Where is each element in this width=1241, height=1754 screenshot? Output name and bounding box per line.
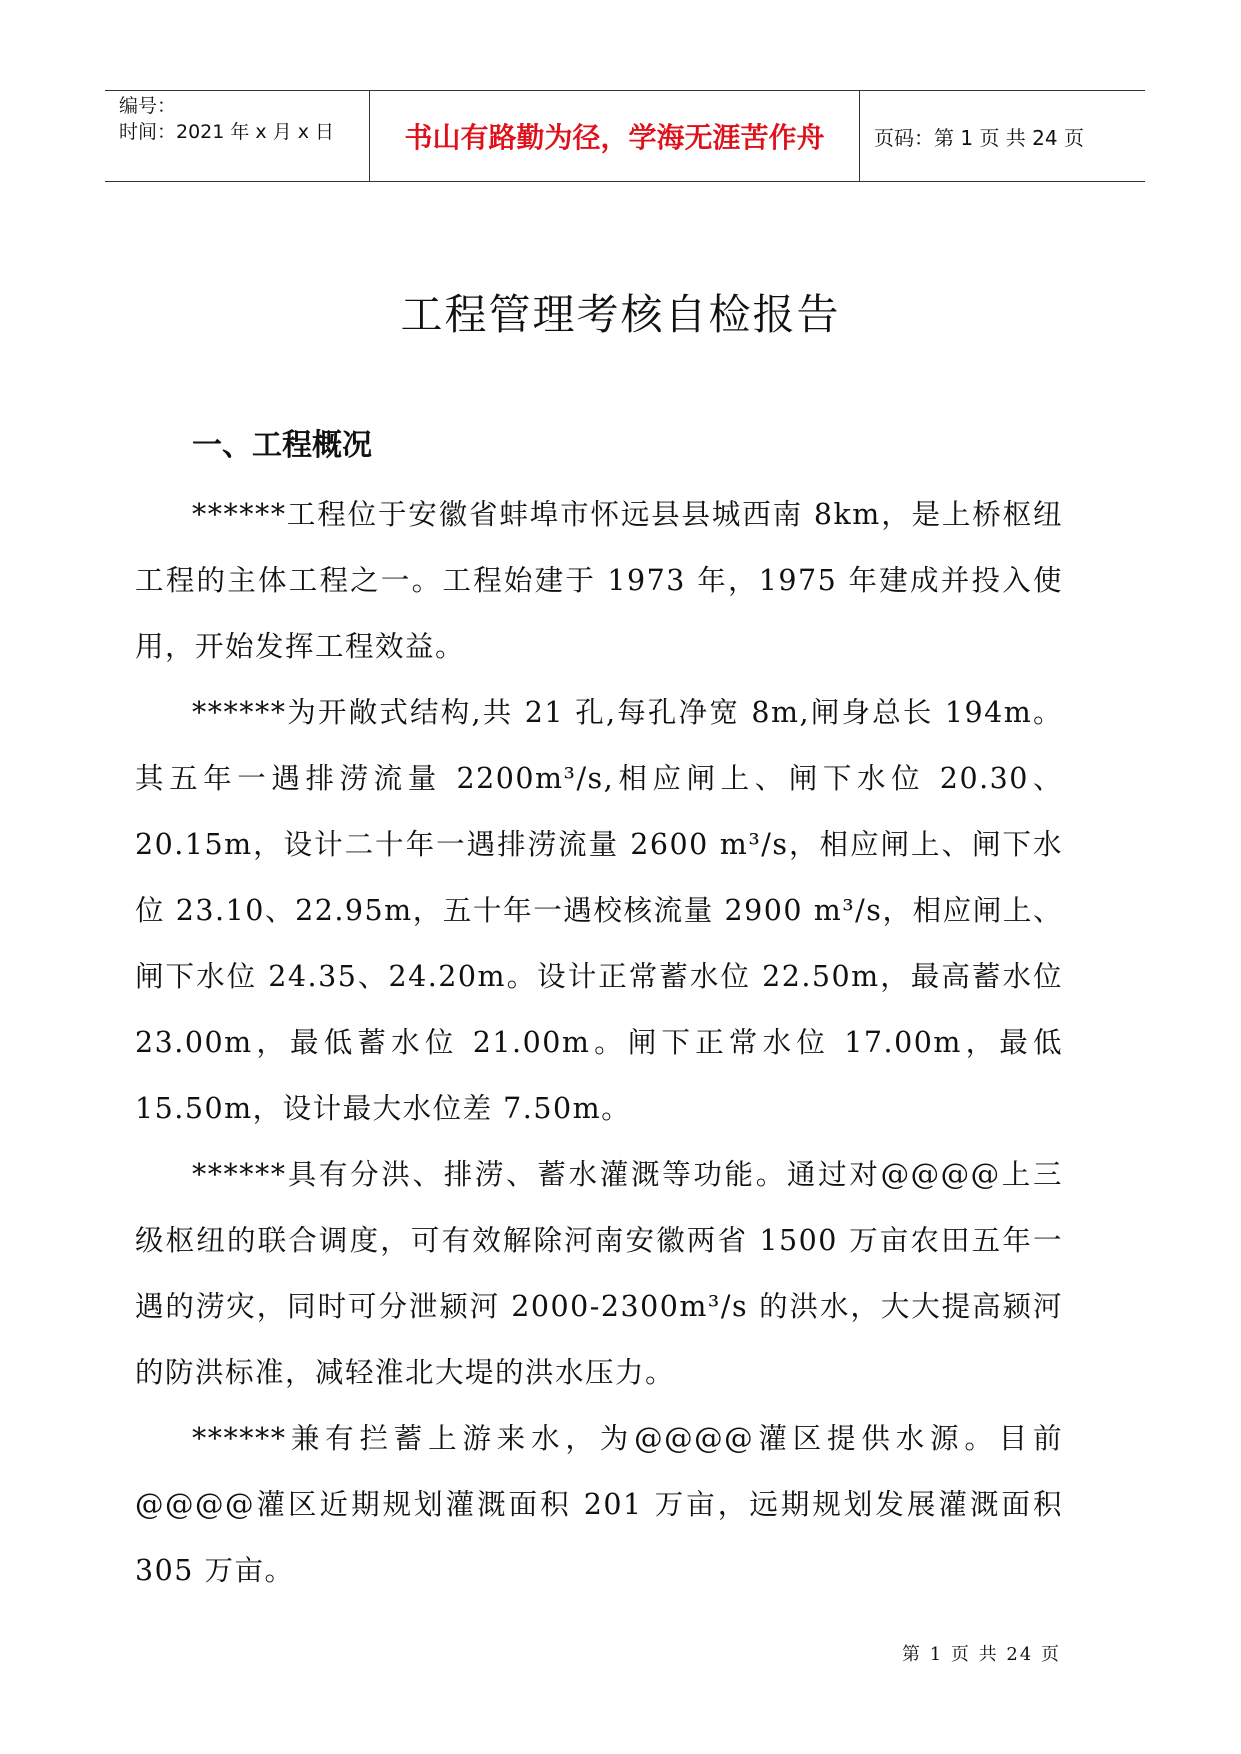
paragraph-2: ******为开敞式结构,共 21 孔,每孔净宽 8m,闸身总长 194m。其五年一遇排涝流量 2200m³/s,相应闸上、闸下水位 20.30、20.15m，设计二十年一遇排涝流量 2600 m³/s，相应闸上、闸下水位 23.10、22.95m，五十年一遇校核流量 2900 m³/s，相应闸上、闸下水位 24.35、24.20m。设计正常蓄水位 22.50m，最高蓄水位 23.00m，最低蓄水位 21.00m。闸下正常水位 17.00m，最低 15.50m，设计最大水位差 7.50m。 [135,696,1063,1125]
page-header [105,90,1145,182]
page-footer: 第 1 页 共 24 页 [902,1644,1061,1665]
header-meta [105,91,370,181]
header-page-info: 页码：第 1 页 共 24 页 [874,125,1084,150]
paragraph-3: ******具有分洪、排涝、蓄水灌溉等功能。通过对@@@@上三级枢纽的联合调度，可有效解除河南安徽两省 1500 万亩农田五年一遇的涝灾，同时可分泄颍河 2000-2300m³/s 的洪水，大大提高颍河的防洪标准，减轻淮北大堤的洪水压力。 [135,1158,1063,1389]
section-heading: 一、工程概况 [192,428,372,463]
header-motto: 书山有路勤为径，学海无涯苦作舟 [370,91,860,181]
document-body [135,482,1063,1604]
document-title: 工程管理考核自检报告 [400,290,841,339]
paragraph-4: ******兼有拦蓄上游来水，为@@@@灌区提供水源。目前@@@@灌区近期规划灌溉面积 201 万亩，远期规划发展灌溉面积 305 万亩。 [135,1422,1063,1587]
document-number-label: 编号： [119,95,177,117]
paragraph-1: ******工程位于安徽省蚌埠市怀远县县城西南 8km，是上桥枢纽工程的主体工程之一。工程始建于 1973 年，1975 年建成并投入使用，开始发挥工程效益。 [135,498,1063,663]
document-date: 时间：2021 年 x 月 x 日 [119,121,335,143]
